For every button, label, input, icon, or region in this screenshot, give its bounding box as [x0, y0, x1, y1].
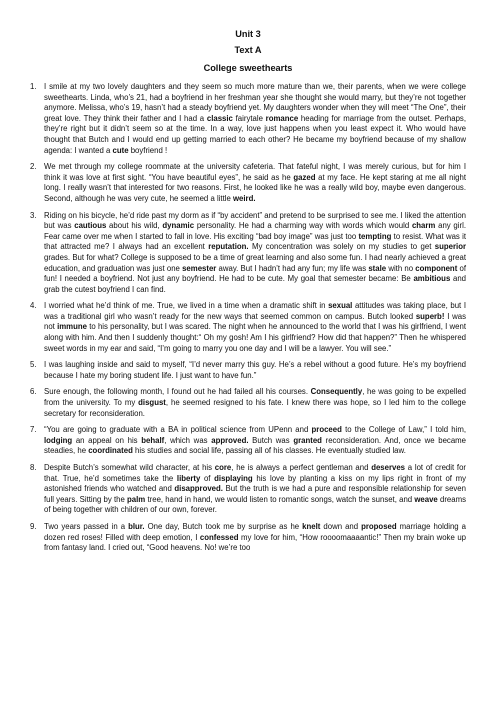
paragraph-number: 4.: [30, 301, 37, 311]
vocabulary-word: liberty: [176, 473, 201, 483]
vocabulary-word: granted: [293, 435, 322, 445]
paragraph: [30, 387, 466, 419]
paragraph-number: 7.: [30, 425, 37, 435]
vocabulary-word: proceed: [311, 425, 342, 435]
vocabulary-word: cute: [112, 145, 129, 155]
paragraph-text: [44, 211, 466, 296]
paragraph-text: [44, 162, 466, 204]
vocabulary-word: blur.: [128, 521, 145, 531]
text-segment: at my face. He kept staring at me all night long. I really wasn’t that interested for two reasons. First, he looked like he was a really wild boy, maybe even dangerous. Second, although he was very cute, he seemed a little: [44, 172, 466, 203]
text-segment: Butch was: [248, 435, 294, 445]
paragraph: [30, 522, 466, 554]
text-segment: I was laughing inside and said to myself, “I’d never marry this guy. He’s a rebel without a good future. He’s my boyfriend because I hate my boring student life. I just want to have fun.”: [44, 360, 466, 380]
vocabulary-word: disapproved.: [174, 484, 223, 494]
text-segment: Riding on his bicycle, he’d ride past my dorm as if “by accident” and pretend to be surprised to see me. I liked the attention but was: [44, 210, 466, 231]
paragraph-number: 3.: [30, 210, 37, 220]
text-segment: of fun! I needed a boyfriend. Not just any boyfriend. He had to be cute. My goal that semester became: Be: [44, 263, 467, 284]
text-segment: reconsideration. And, once we became steadies, he: [44, 435, 466, 456]
text-segment: But the truth is we had a pure and responsible relationship for seven full years. Sitting by the: [44, 484, 466, 504]
vocabulary-word: reputation.: [208, 242, 249, 252]
paragraph: [30, 360, 466, 381]
vocabulary-word: component: [415, 263, 458, 273]
paragraph: [30, 82, 466, 156]
paragraph-number: 5.: [30, 360, 37, 370]
paragraph-text: [44, 82, 466, 156]
vocabulary-word: weird.: [232, 193, 256, 203]
vocabulary-word: lodging: [44, 435, 73, 445]
document-title: College sweethearts: [203, 63, 293, 73]
vocabulary-word: palm: [127, 494, 146, 504]
vocabulary-word: immune: [57, 322, 87, 332]
vocabulary-word: behalf: [141, 435, 165, 445]
paragraph-number: 8.: [30, 463, 37, 472]
vocabulary-word: coordinated: [88, 446, 133, 456]
text-segment: , which was: [164, 435, 212, 445]
text-segment: , he was going to be expelled from the university. To my: [44, 387, 466, 408]
text-segment: down and: [320, 521, 362, 531]
text-segment: personality. He had a charming way with words which would: [194, 221, 412, 231]
text-segment: to the College of Law,” I told him,: [341, 425, 466, 435]
text-segment: heading for marriage from the outset. Perhaps, they’re right but it didn’t seem so at the time. In a way, love just happens when you least expect it. Who would have thought that Butch and I would end up getting married to each other? He became my boyfriend because of my shallow agenda: I wanted a: [44, 113, 466, 155]
vocabulary-word: proposed: [361, 521, 397, 531]
text-segment: to his personality, but I was scared. The night when he announced to the world that I was his girlfriend, I went along with him. And then I suddenly thought:“ Oh my gosh! Am I his girlfriend? How did that happen?” Then he whispered sweet words in my ear and said, “I’m going to marry you one day and I will be a lawyer. You will see.”: [44, 322, 466, 353]
text-segment: We met through my college roommate at the university cafeteria. That fateful night, I was merely curious, but for him I think it was love at first sight. “You have beautiful eyes”, he said as he: [44, 162, 466, 182]
vocabulary-word: gazed: [293, 172, 316, 182]
vocabulary-word: knelt: [302, 521, 321, 531]
text-segment: , he is always a perfect gentleman and: [231, 463, 372, 472]
text-segment: tree, hand in hand, we would listen to romantic songs, watch the sunset, and: [145, 494, 415, 504]
vocabulary-word: ambitious: [413, 274, 451, 284]
text-segment: any girl. Fear came over me when I started to fall in love. His exciting “bad boy image” was just too: [44, 221, 466, 241]
paragraph-text: [44, 301, 466, 354]
text-segment: to resist. What was it that attracted me? I always had an excellent: [44, 231, 466, 252]
text-segment: I smile at my two lovely daughters and they seem so much more mature than we, their parents, when we were college sweethearts. Linda, who’s 21, had a boyfriend in her freshman year she thought she would marry, but they’re not together anymore. Melissa, who’s 19, hasn’t had a steady boyfriend yet. My daughters wonder when they will meet “The One”, their great love. They think their father and I had a: [44, 82, 466, 123]
text-segment: of: [200, 473, 215, 483]
text-segment: marriage holding a dozen red roses! Filled with deep emotion, I: [44, 521, 466, 542]
text-segment: Two years passed in a: [44, 521, 129, 531]
paragraph: [30, 162, 466, 204]
text-segment: I was not: [44, 311, 466, 332]
text-segment: My concentration was solely on my studies to get: [248, 242, 435, 252]
paragraph-list: [30, 82, 466, 554]
paragraph-text: [44, 463, 466, 516]
vocabulary-word: confessed: [199, 532, 239, 542]
text-segment: One day, Butch took me by surprise as he: [144, 521, 303, 531]
unit-heading: Unit 3: [235, 29, 261, 39]
text-segment: away. But I hadn’t had any fun; my life was: [216, 263, 369, 273]
vocabulary-word: superb!: [415, 311, 445, 321]
paragraph: [30, 211, 466, 296]
text-segment: a lot of credit for that. True, he’d sometimes take the: [44, 463, 467, 483]
vocabulary-word: semester: [182, 263, 217, 273]
text-segment: his love by planting a kiss on my lips right in front of my astonished friends who watched and: [44, 473, 466, 494]
vocabulary-word: romance: [265, 113, 299, 123]
text-segment: dreams of being together with children of our own, forever.: [44, 494, 466, 515]
vocabulary-word: approved.: [211, 435, 249, 445]
vocabulary-word: weave: [414, 494, 438, 504]
paragraph-number: 6.: [30, 387, 37, 397]
text-segment: his studies and social life, passing all of his classes. He eventually studied law.: [132, 446, 406, 456]
vocabulary-word: classic: [206, 113, 233, 123]
vocabulary-word: sexual: [328, 301, 353, 311]
text-segment: fairytale: [232, 113, 266, 123]
vocabulary-word: superior: [434, 242, 466, 252]
vocabulary-word: charm: [411, 221, 436, 231]
text-segment: Sure enough, the following month, I found out he had failed all his courses.: [44, 387, 311, 397]
vocabulary-word: dynamic: [162, 221, 195, 231]
vocabulary-word: stale: [368, 263, 387, 273]
vocabulary-word: Consequently: [310, 387, 363, 397]
text-segment: Despite Butch’s somewhat wild character, at his: [44, 463, 215, 472]
paragraph-text: [44, 387, 466, 419]
text-segment: an appeal on his: [72, 435, 142, 445]
paragraph: [30, 425, 466, 457]
vocabulary-word: tempting: [358, 231, 392, 241]
vocabulary-word: cautious: [74, 221, 107, 231]
vocabulary-word: core: [214, 463, 232, 472]
text-segment: about his wild,: [106, 221, 163, 231]
text-segment: , he seemed resigned to his fate. I knew there was hope, so I led him to the college secretary for reconsideration.: [44, 398, 466, 418]
paragraph: [30, 301, 466, 354]
text-segment: grades. But for what? College is supposed to be a time of great learning and also some fun. I had nearly achieved a great education, and graduation was just one: [44, 252, 466, 273]
vocabulary-word: disgust: [138, 398, 166, 408]
text-segment: “You are going to graduate with a BA in political science from UPenn and: [44, 425, 312, 435]
text-segment: boyfriend !: [128, 145, 168, 155]
text-segment: my love for him, “How roooomaaaantic!” Then my brain woke up from fantasy land. I cried out, “Good heavens. No! we’re too: [44, 532, 466, 553]
paragraph-number: 2.: [30, 162, 37, 172]
text-segment: attitudes was taking place, but I was a traditional girl who wasn’t ready for the new ways that seemed common on campus. Butch looked: [44, 301, 466, 321]
paragraph-text: [44, 360, 466, 381]
text-label: Text A: [234, 45, 262, 55]
text-segment: with no: [386, 263, 416, 273]
paragraph-text: [44, 425, 466, 457]
text-segment: and grab the cutest boyfriend I can find.: [44, 274, 466, 294]
paragraph-number: 9.: [30, 521, 37, 531]
text-segment: I worried what he’d think of me. True, we lived in a time when a dramatic shift in: [44, 301, 329, 311]
paragraph-number: 1.: [30, 82, 37, 91]
paragraph: [30, 463, 466, 516]
vocabulary-word: deserves: [371, 463, 406, 472]
paragraph-text: [44, 522, 466, 554]
vocabulary-word: displaying: [214, 473, 253, 483]
